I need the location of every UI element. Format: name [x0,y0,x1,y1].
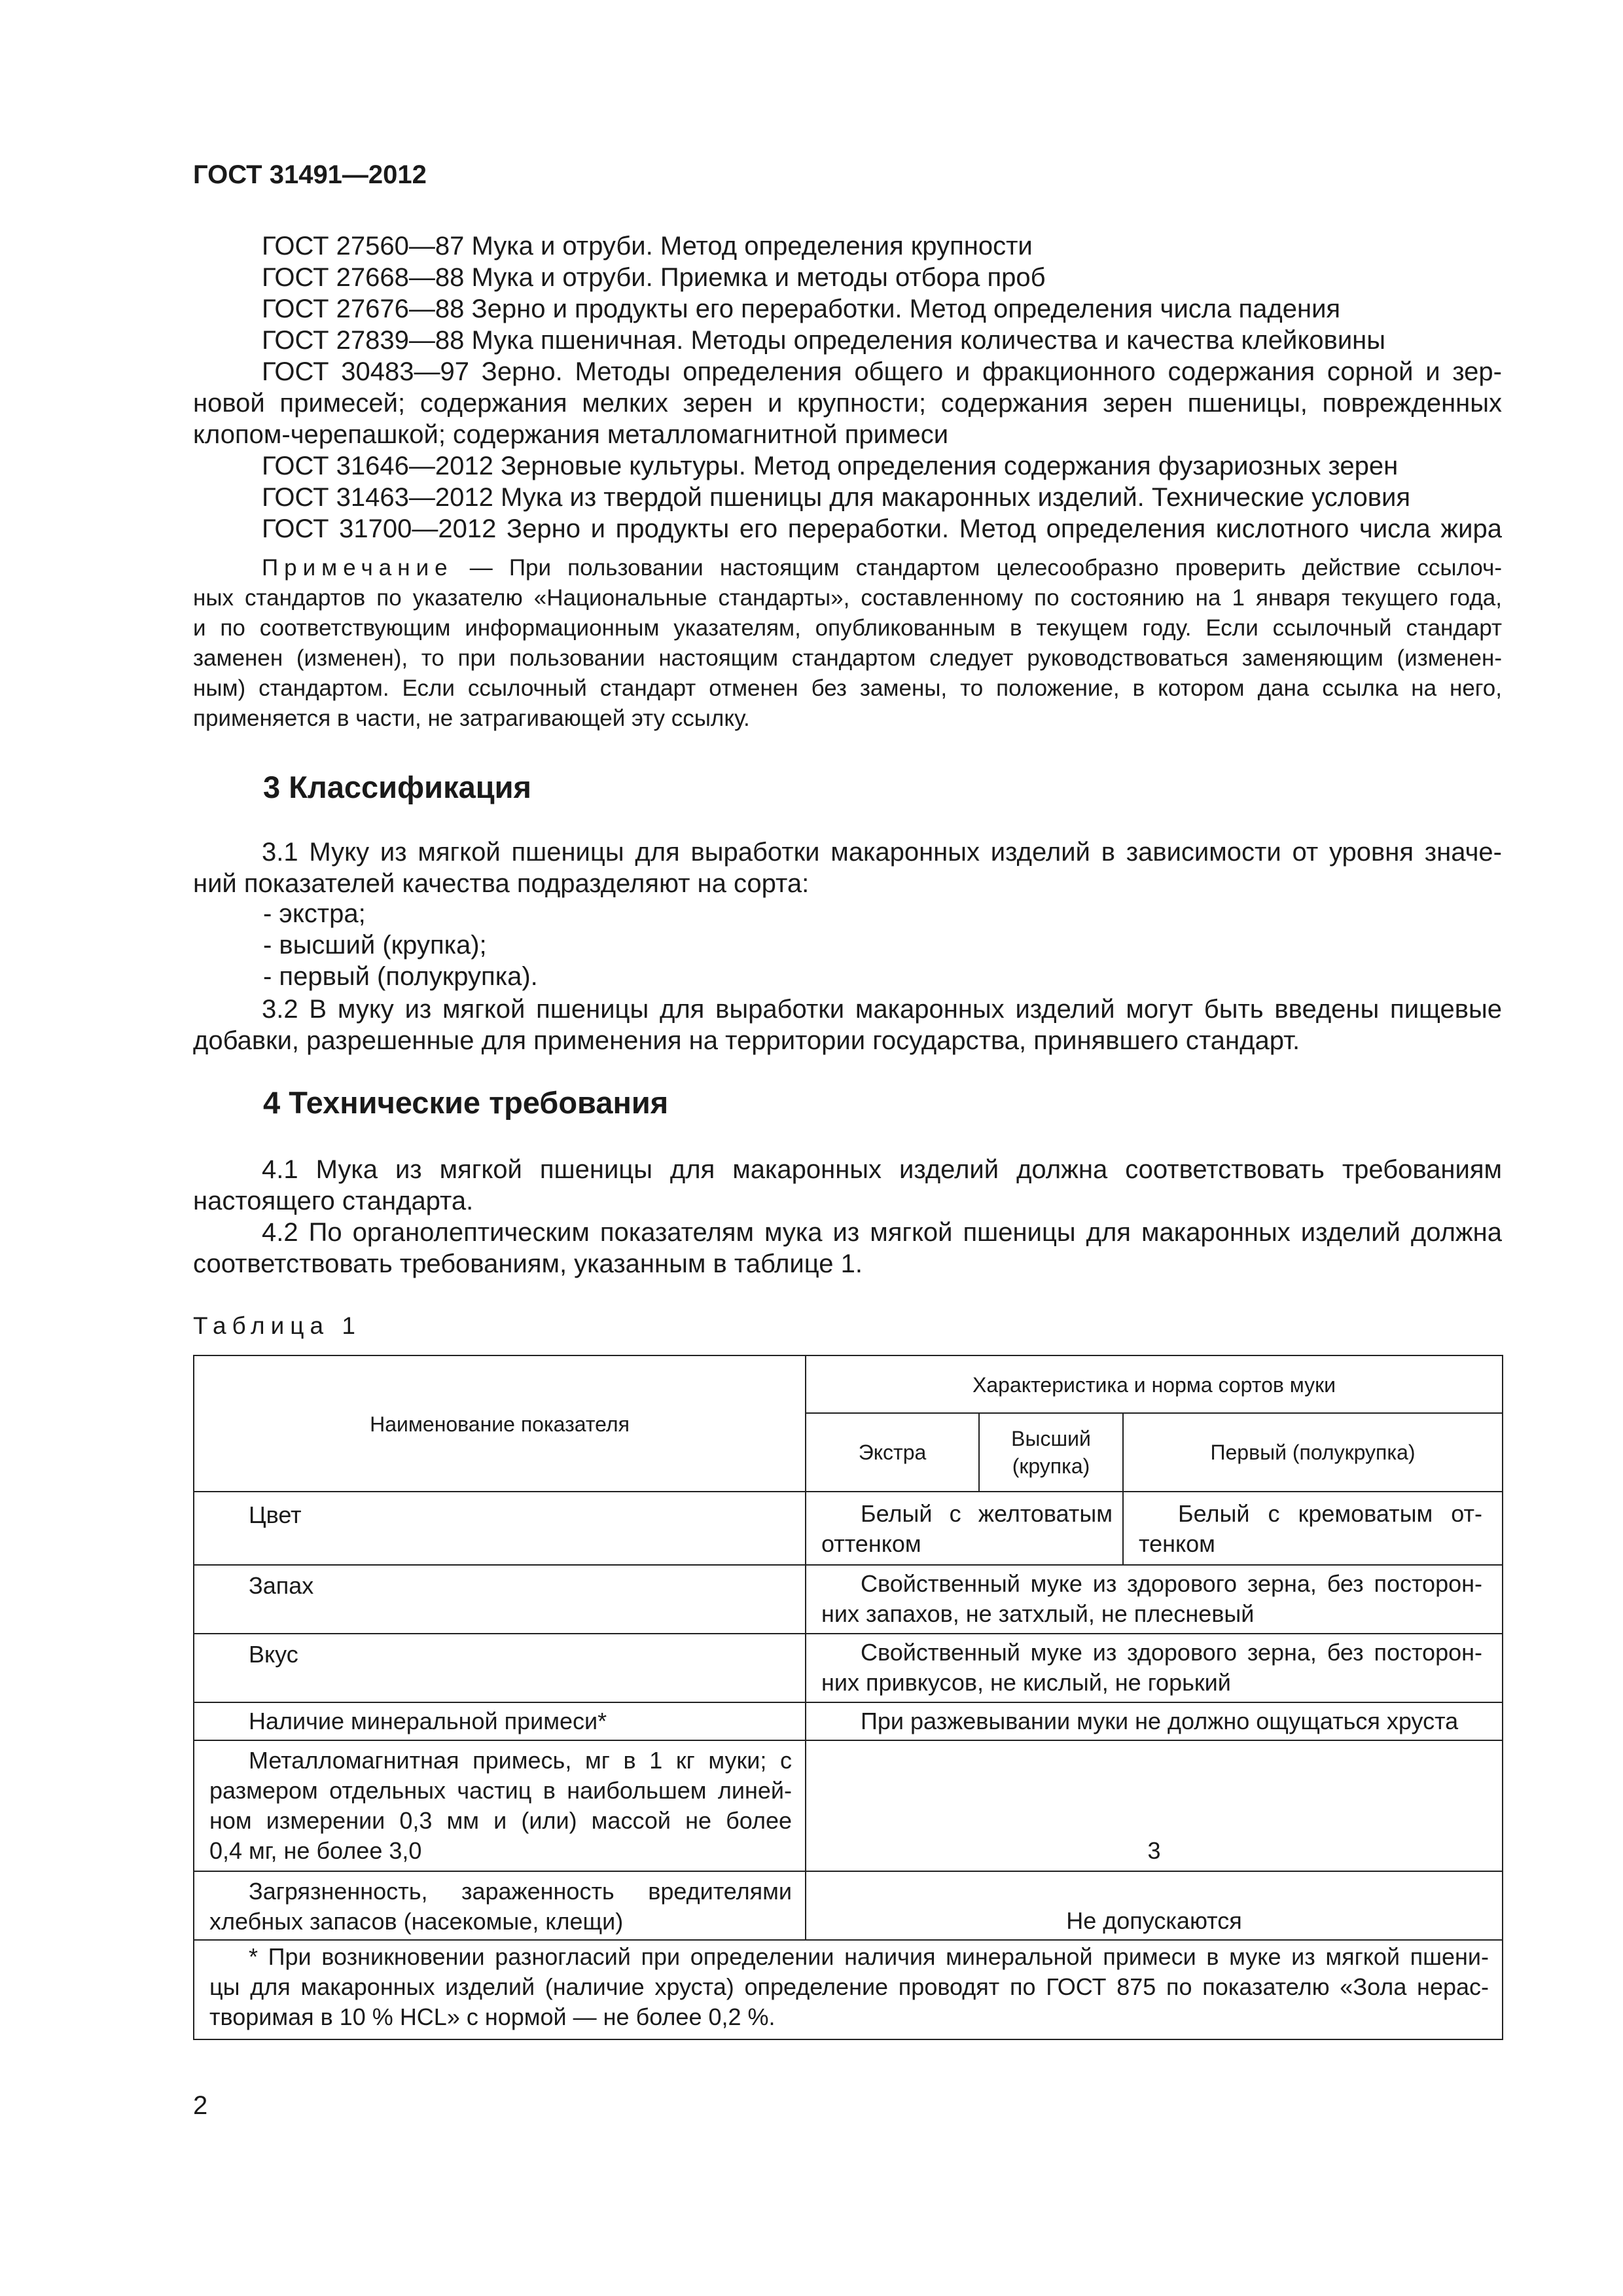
table-rule [193,1633,1503,1634]
table-row-name: Вкус [249,1641,298,1668]
reference-item: ГОСТ 27839—88 Мука пшеничная. Методы определения количества и качества клейковины [262,326,1386,355]
table-cell: Не допускаются [1066,1907,1242,1934]
table-caption: Таблица 1 [193,1312,361,1339]
note-line: Примечание — При пользовании настоящим стандартом целесообразно проверить действие ссылоч- [262,555,1502,581]
table-row-name: Наличие минеральной примеси* [249,1708,607,1734]
table-row-name: Загрязненность, зараженность вредителями хлебных запасов (насекомые, клещи) [209,1878,792,1935]
table-header-higher: Высший (крупка) [1011,1427,1091,1478]
reference-item: ГОСТ 30483—97 Зерно. Методы определения общего и фракционного содержания сорной и зер- [262,357,1502,386]
note-line: применяется в части, не затрагивающей эту ссылку. [193,706,750,731]
table-border [193,2039,1503,2040]
document-header: ГОСТ 31491—2012 [193,160,427,189]
reference-item-continuation: новой примесей; содержания мелких зерен и крупности; содержания зерен пшеницы, поврежденных [193,389,1502,418]
table-border [193,1355,1503,1356]
table-rule [1122,1491,1124,1564]
note-block [193,553,1502,734]
table-header-name: Наименование показателя [370,1412,630,1436]
table-row-name: Цвет [249,1501,302,1528]
table-rule [193,1564,1503,1566]
grade-list-item: - высший (крупка); [263,931,487,960]
table-cell: При разжевывании муки не должно ощущаться хруста [861,1708,1459,1734]
reference-item: ГОСТ 27560—87 Мука и отруби. Метод определения крупности [262,232,1033,260]
table-footnote: * При возникновении разногласий при определении наличия минеральной примеси в муке из мягкой пшени- цы для макаронных изделий (наличие хруста) определение проводят по ГОСТ 875 по показателю «Зола нерас- творимая в 10 % HCL» с нормой — не более 0,2 %. [209,1943,1489,2030]
section-4-heading: 4 Технические требования [263,1085,669,1120]
grade-list-item: - экстра; [263,899,366,928]
table-header-group: Характеристика и норма сортов муки [972,1373,1336,1397]
table-cell: Свойственный муке из здорового зерна, без посторон- них привкусов, не кислый, не горький [821,1639,1482,1696]
table-header-first: Первый (полукрупка) [1210,1441,1416,1464]
reference-item: ГОСТ 31646—2012 Зерновые культуры. Метод определения содержания фузариозных зерен [262,452,1399,480]
note-line: ным) стандартом. Если ссылочный стандарт отменен без замены, то положение, в котором дана ссылка на него, [193,675,1502,701]
table-rule [805,1412,1503,1414]
section-3-heading: 3 Классификация [263,770,531,804]
reference-item: ГОСТ 31463—2012 Мука из твердой пшеницы для макаронных изделий. Технические условия [262,483,1410,512]
grade-list-item: - первый (полукрупка). [263,962,538,991]
table-border [1502,1355,1503,2040]
table-header-extra: Экстра [858,1441,927,1464]
table-rule [193,1702,1503,1703]
table-rule [193,1871,1503,1872]
table-row-name: Запах [249,1572,314,1599]
page-number: 2 [193,2091,208,2120]
table-cell: Белый с кремоватым от- тенком [1139,1500,1482,1557]
note-line: и по соответствующим информационным указателям, опубликованным в текущем году. Если ссылочный стандарт [193,615,1502,641]
table-rule [193,1939,1503,1941]
table-rule [193,1491,1503,1492]
reference-item: ГОСТ 27668—88 Мука и отруби. Приемка и методы отбора проб [262,263,1046,292]
section-4-paragraph-2: 4.2 По органолептическим показателям мука из мягкой пшеницы для макаронных изделий должна соответствовать требованиям, указанным в таблице 1. [193,1218,1502,1278]
table-cell: Белый с желтоватым оттенком [821,1500,1113,1557]
table-border [193,1355,194,2040]
reference-item: ГОСТ 31700—2012 Зерно и продукты его переработки. Метод определения кислотного числа жира [262,514,1502,543]
section-4-paragraph-1: 4.1 Мука из мягкой пшеницы для макаронных изделий должна соответствовать требованиям настоящего стандарта. [193,1155,1502,1215]
table-row-name: Металломагнитная примесь, мг в 1 кг муки; с размером отдельных частиц в наибольшем линей- ном измерении 0,3 мм и (или) массой не более 0,4 мг, не более 3,0 [209,1747,792,1864]
reference-item: ГОСТ 27676—88 Зерно и продукты его переработки. Метод определения числа падения [262,295,1341,323]
note-label: Примечание [262,555,454,581]
table-rule [193,1740,1503,1741]
note-line: ных стандартов по указателю «Национальные стандарты», составленному по состоянию на 1 января текущего года, [193,585,1502,611]
reference-item-continuation: клопом-черепашкой; содержания металломагнитной примеси [193,420,949,449]
table-cell: Свойственный муке из здорового зерна, без посторон- них запахов, не затхлый, не плесневый [821,1570,1482,1627]
section-3-paragraph-2: 3.2 В муку из мягкой пшеницы для выработки макаронных изделий могут быть введены пищевые добавки, разрешенные для применения на территории государства, принявшего стандарт. [193,995,1502,1055]
table-cell: 3 [1147,1837,1161,1864]
section-3-paragraph-1: 3.1 Муку из мягкой пшеницы для выработки макаронных изделий в зависимости от уровня значе- ний показателей качества подразделяют на сорта: [193,838,1502,898]
note-line: заменен (изменен), то при пользовании настоящим стандартом следует руководствоваться заменяющим (изменен- [193,645,1502,671]
